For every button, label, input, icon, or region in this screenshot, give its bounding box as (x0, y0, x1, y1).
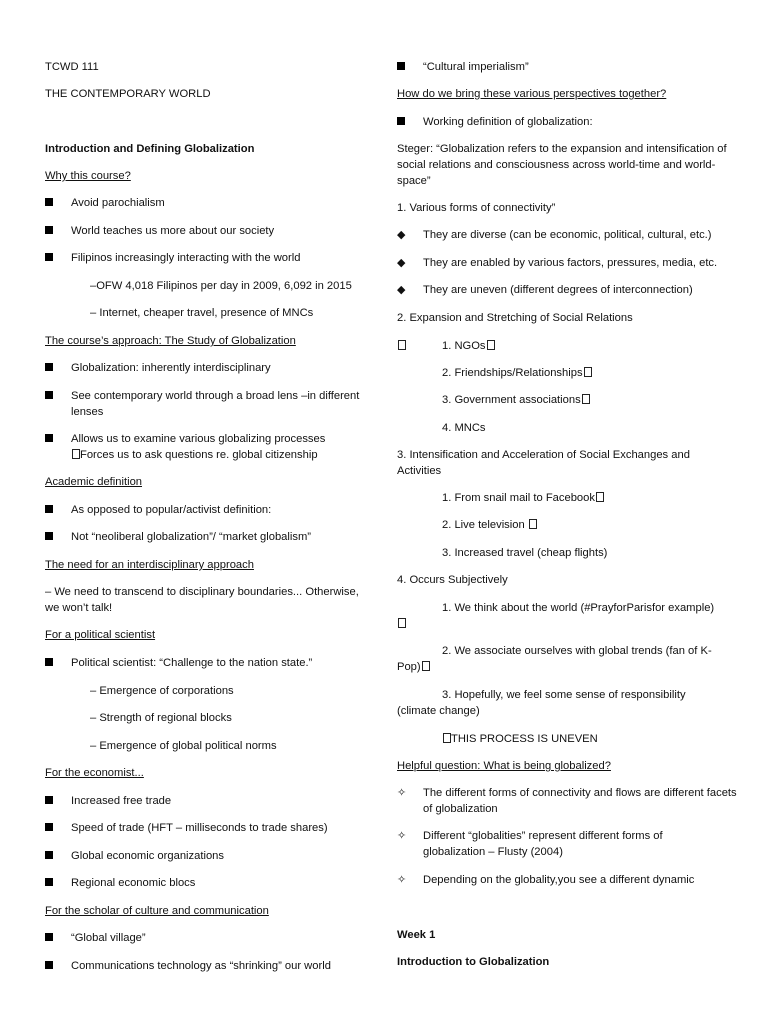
list-item: 1. We think about the world (#PrayforParisfor example) (397, 600, 722, 632)
four-point-star-icon: ✧ (397, 787, 407, 799)
missing-glyph-icon (422, 661, 430, 671)
list-subitem: – Strength of regional blocks (90, 712, 232, 724)
left-column (45, 0, 385, 1024)
square-bullet-icon (45, 851, 53, 859)
approach-heading: The course’s approach: The Study of Globalization (45, 335, 296, 347)
course-title: THE CONTEMPORARY WORLD (45, 88, 211, 100)
missing-glyph-icon (582, 394, 590, 404)
expansion-heading: 2. Expansion and Stretching of Social Relations (397, 312, 633, 324)
list-item: 3. Government associations (397, 392, 768, 408)
list-item: ✧ The different forms of connectivity and flows are different facets of globalization (397, 787, 737, 815)
square-bullet-icon (45, 253, 53, 261)
square-bullet-icon (45, 363, 53, 371)
academic-heading: Academic definition (45, 476, 143, 488)
diamond-bullet-icon: ◆ (397, 257, 406, 269)
square-bullet-icon (45, 658, 53, 666)
square-bullet-icon (45, 823, 53, 831)
week-title: Introduction to Globalization (397, 956, 550, 968)
right-column (397, 0, 737, 1024)
list-item: See contemporary world through a broad lens –in different lenses (45, 388, 361, 420)
section-title: Introduction and Defining Globalization (45, 143, 255, 155)
list-item: Regional economic blocs (45, 875, 411, 891)
diamond-bullet-icon: ◆ (397, 284, 406, 296)
square-bullet-icon (45, 391, 53, 399)
list-item: As opposed to popular/activist definition: (45, 502, 411, 518)
square-bullet-icon (45, 226, 53, 234)
list-item: “Cultural imperialism” (397, 59, 763, 75)
subjective-heading: 4. Occurs Subjectively (397, 574, 508, 586)
square-bullet-icon (45, 505, 53, 513)
list-item: 2. Live television (397, 517, 768, 533)
missing-glyph-icon (398, 340, 406, 350)
list-item: Speed of trade (HFT – milliseconds to trade shares) (45, 820, 411, 836)
missing-glyph-icon (596, 492, 604, 502)
missing-glyph-icon (72, 449, 80, 459)
list-item: Allows us to examine various globalizing processes (45, 431, 411, 447)
four-point-star-icon: ✧ (397, 830, 407, 842)
four-point-star-icon: ✧ (397, 874, 407, 886)
square-bullet-icon (397, 62, 405, 70)
list-subitem: –OFW 4,018 Filipinos per day in 2009, 6,092 in 2015 (90, 280, 352, 292)
list-subitem: – Emergence of global political norms (90, 740, 277, 752)
missing-glyph-icon (398, 618, 406, 628)
need-heading: The need for an interdisciplinary approach (45, 559, 254, 571)
course-code: TCWD 111 (45, 61, 99, 73)
list-item: Communications technology as “shrinking” our world (45, 958, 411, 974)
list-item: ✧ Depending on the globality,you see a different dynamic (397, 874, 695, 886)
how-heading: How do we bring these various perspectives together? (397, 88, 667, 100)
uneven-note: THIS PROCESS IS UNEVEN (397, 731, 768, 747)
intensification-heading: 3. Intensification and Acceleration of Social Exchanges and Activities (397, 449, 690, 477)
list-item: ◆ They are uneven (different degrees of interconnection) (397, 284, 693, 296)
list-subitem: – Emergence of corporations (90, 685, 234, 697)
why-heading: Why this course? (45, 170, 131, 182)
list-item: 2. We associate ourselves with global trends (fan of K-Pop) (397, 645, 712, 673)
diamond-bullet-icon: ◆ (397, 229, 406, 241)
square-bullet-icon (45, 198, 53, 206)
square-bullet-icon (397, 117, 405, 125)
economist-heading: For the economist... (45, 767, 144, 779)
list-item: Avoid parochialism (45, 195, 411, 211)
square-bullet-icon (45, 532, 53, 540)
list-item: Global economic organizations (45, 848, 411, 864)
list-item: 1. NGOs (397, 338, 737, 354)
list-item-continuation: Forces us to ask questions re. global citizenship (45, 447, 411, 463)
square-bullet-icon (45, 933, 53, 941)
square-bullet-icon (45, 796, 53, 804)
square-bullet-icon (45, 961, 53, 969)
list-item: Working definition of globalization: (397, 114, 763, 130)
list-item: Filipinos increasingly interacting with the world (45, 250, 411, 266)
list-item: Political scientist: “Challenge to the nation state.” (45, 655, 411, 671)
list-item: 1. From snail mail to Facebook (397, 490, 768, 506)
list-item: ◆ They are diverse (can be economic, political, cultural, etc.) (397, 229, 712, 241)
list-item: ✧ Different “globalities” represent different forms of globalization – Flusty (2004) (397, 830, 663, 858)
square-bullet-icon (45, 878, 53, 886)
missing-glyph-icon (529, 519, 537, 529)
list-item: World teaches us more about our society (45, 223, 411, 239)
list-item: “Global village” (45, 930, 411, 946)
political-heading: For a political scientist (45, 629, 156, 641)
list-item: Not “neoliberal globalization”/ “market globalism” (45, 529, 411, 545)
connectivity-heading: 1. Various forms of connectivity” (397, 202, 556, 214)
list-item: Globalization: inherently interdisciplinary (45, 360, 411, 376)
list-item: 2. Friendships/Relationships (397, 365, 768, 381)
list-item: Increased free trade (45, 793, 411, 809)
missing-glyph-icon (584, 367, 592, 377)
list-item: 3. Hopefully, we feel some sense of responsibility (climate change) (397, 689, 686, 717)
square-bullet-icon (45, 434, 53, 442)
list-item: 3. Increased travel (cheap flights) (442, 547, 608, 559)
list-subitem: – Internet, cheaper travel, presence of MNCs (90, 307, 314, 319)
list-item: 4. MNCs (442, 422, 486, 434)
culture-heading: For the scholar of culture and communication (45, 905, 269, 917)
need-text: – We need to transcend to disciplinary boundaries... Otherwise, we won’t talk! (45, 586, 359, 614)
week-label: Week 1 (397, 929, 436, 941)
steger-quote: Steger: “Globalization refers to the expansion and intensification of social relations and consciousness across world-time and world-space” (397, 143, 727, 187)
helpful-heading: Helpful question: What is being globalized? (397, 760, 611, 772)
missing-glyph-icon (487, 340, 495, 350)
missing-glyph-icon (443, 733, 451, 743)
list-item: ◆ They are enabled by various factors, pressures, media, etc. (397, 257, 718, 269)
